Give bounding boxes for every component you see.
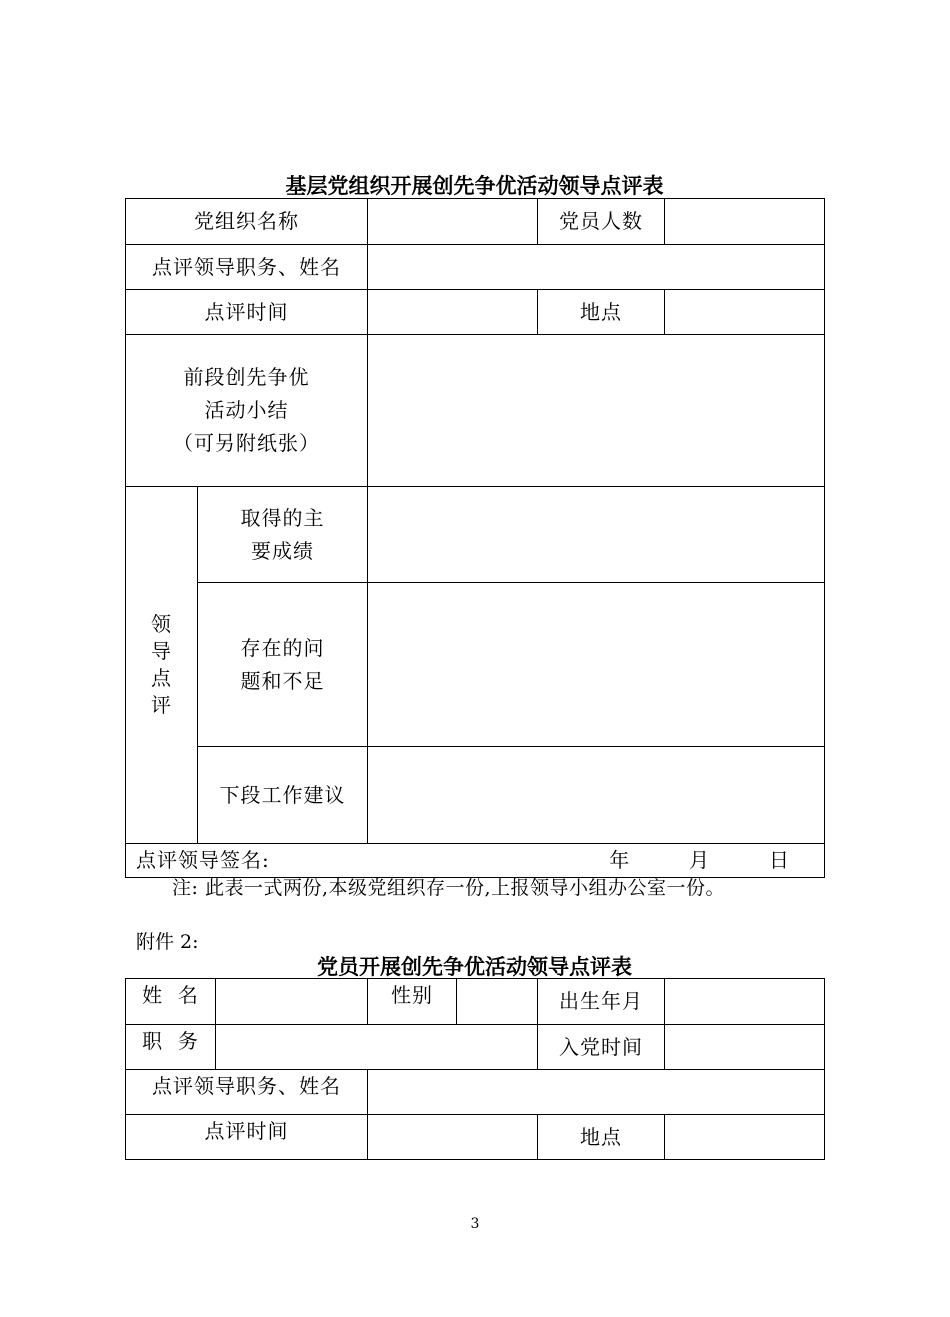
summary-label [126, 335, 368, 487]
date-day: 日 [769, 848, 790, 872]
place2-label: 地点 [538, 1115, 665, 1160]
form2-table [125, 978, 825, 1160]
review-char: 领 [151, 612, 172, 636]
leader-label: 点评领导职务、姓名 [126, 245, 368, 290]
suggestions-label: 下段工作建议 [198, 747, 368, 844]
place-label: 地点 [538, 290, 665, 335]
achievements-line-2: 要成绩 [251, 538, 314, 563]
time2-label: 点评时间 [126, 1115, 368, 1160]
summary-line-2: 活动小结 [204, 398, 289, 422]
leader2-label: 点评领导职务、姓名 [126, 1070, 368, 1115]
member-count-label: 党员人数 [538, 199, 665, 245]
form1-table [125, 198, 825, 878]
suggestions-field[interactable] [368, 747, 825, 844]
review-char: 导 [151, 639, 172, 663]
birth-label: 出生年月 [538, 979, 665, 1025]
join-field[interactable] [665, 1025, 825, 1070]
place2-field[interactable] [665, 1115, 825, 1160]
time2-field[interactable] [368, 1115, 538, 1160]
leader-review-label [126, 487, 198, 844]
join-label: 入党时间 [538, 1025, 665, 1070]
gender-field[interactable] [457, 979, 538, 1025]
signature-label: 点评领导签名: [136, 848, 270, 872]
summary-line-3: （可另附纸张） [173, 431, 320, 455]
attachment-label: 附件 2: [136, 931, 199, 953]
form1-title: 基层党组织开展创先争优活动领导点评表 [285, 174, 664, 198]
date-month: 月 [689, 848, 711, 872]
leader2-field[interactable] [368, 1070, 825, 1115]
signature-date [609, 844, 824, 877]
birth-field[interactable] [665, 979, 825, 1025]
review-char: 点 [151, 666, 172, 690]
problems-line-2: 题和不足 [240, 668, 325, 693]
date-year: 年 [609, 848, 631, 872]
form-note: 注: 此表一式两份,本级党组织存一份,上报领导小组办公室一份。 [172, 877, 726, 899]
position-label: 职 务 [126, 1025, 216, 1070]
time-field[interactable] [368, 290, 538, 335]
name-field[interactable] [216, 979, 368, 1025]
summary-line-1: 前段创先争优 [183, 365, 310, 389]
org-name-field[interactable] [368, 199, 538, 245]
org-name-label: 党组织名称 [126, 199, 368, 245]
position-field[interactable] [216, 1025, 538, 1070]
form2-title: 党员开展创先争优活动领导点评表 [317, 955, 632, 979]
member-count-field[interactable] [665, 199, 825, 245]
achievements-line-1: 取得的主 [240, 505, 325, 530]
page-number: 3 [470, 1216, 480, 1232]
summary-field[interactable] [368, 335, 825, 487]
problems-label [198, 583, 368, 747]
achievements-field[interactable] [368, 487, 825, 583]
signature-row [126, 844, 825, 878]
problems-line-1: 存在的问 [240, 635, 325, 660]
gender-label: 性别 [368, 979, 457, 1025]
leader-field[interactable] [368, 245, 825, 290]
name-label: 姓 名 [126, 979, 216, 1025]
review-char: 评 [151, 693, 172, 717]
achievements-label [198, 487, 368, 583]
problems-field[interactable] [368, 583, 825, 747]
time-label: 点评时间 [126, 290, 368, 335]
place-field[interactable] [665, 290, 825, 335]
